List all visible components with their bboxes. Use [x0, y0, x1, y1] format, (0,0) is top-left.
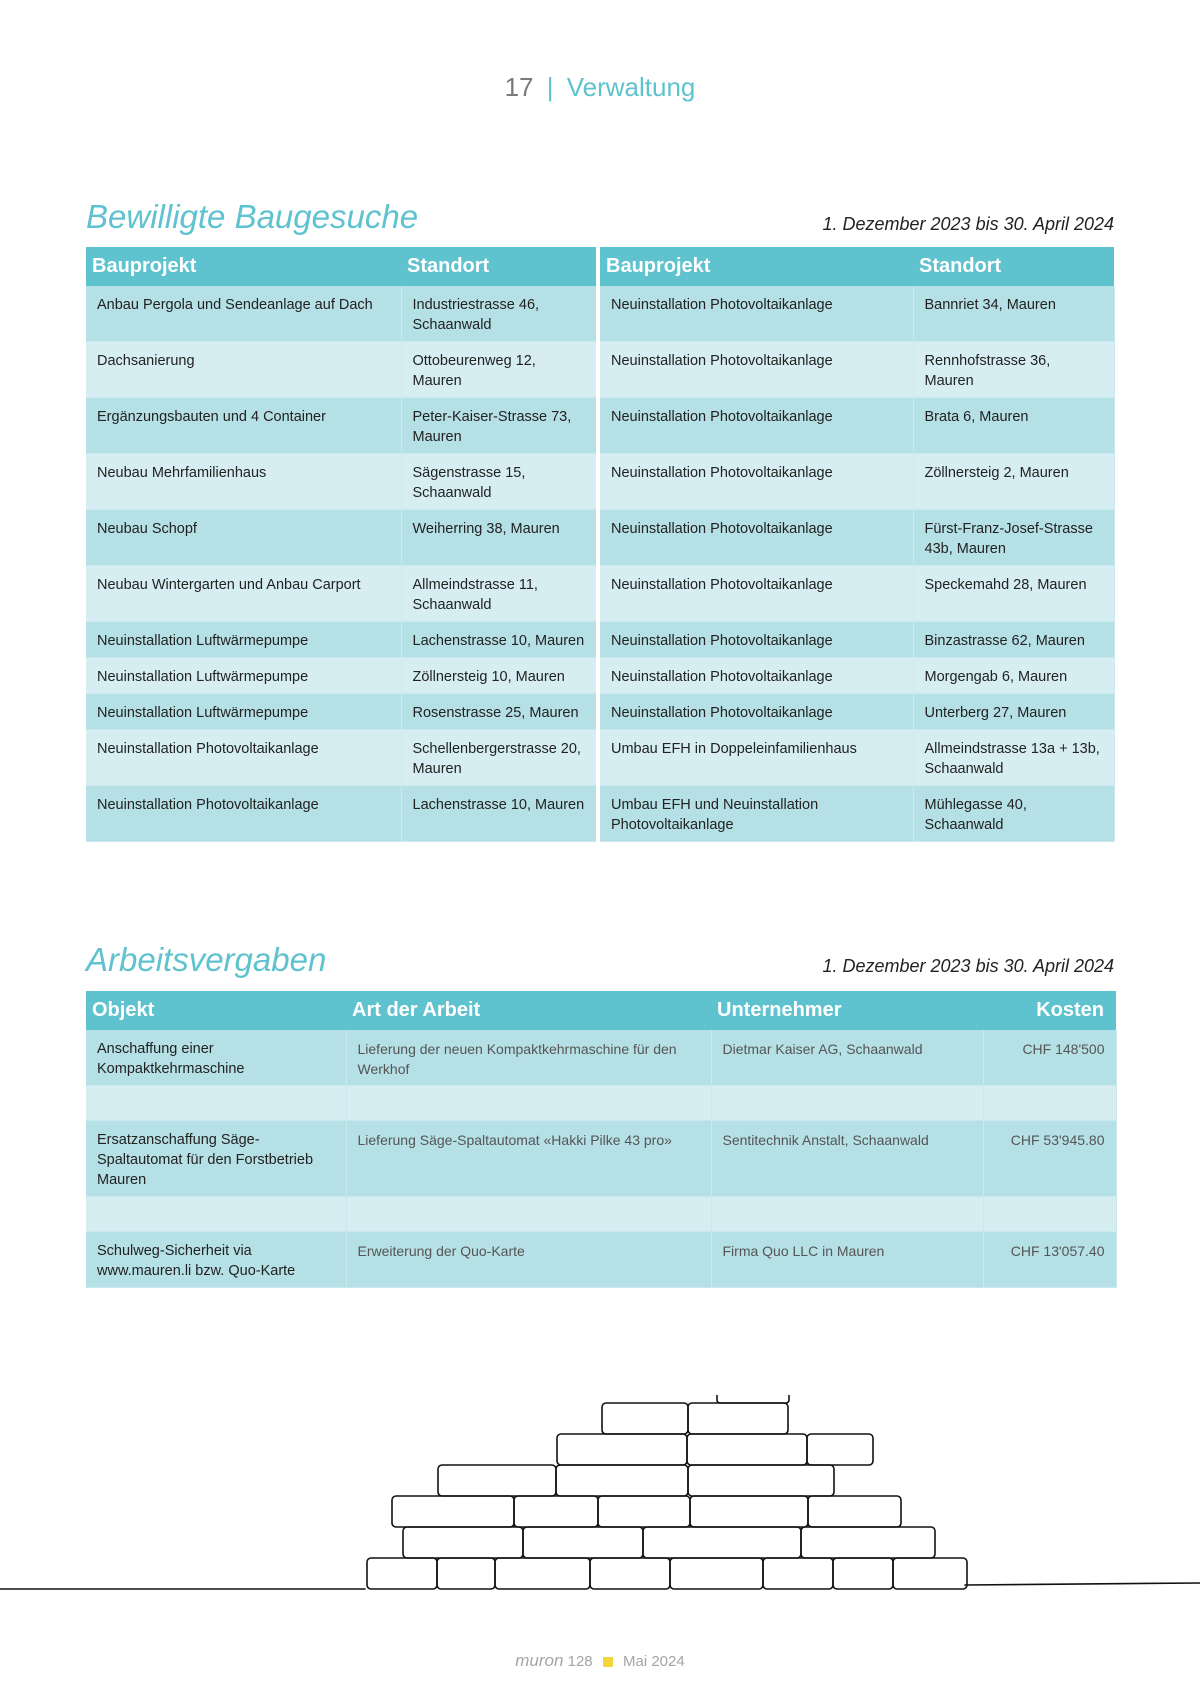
table-row	[86, 1030, 1116, 1086]
cell: Zöllnersteig 10, Mauren	[401, 658, 598, 694]
cell: Dachsanierung	[86, 342, 401, 398]
cell	[983, 1086, 1116, 1121]
cell: Bannriet 34, Mauren	[913, 286, 1114, 342]
cell: Sägenstrasse 15, Schaanwald	[401, 454, 598, 510]
magazine-name: muron	[515, 1651, 564, 1670]
cell: Fürst-Franz-Josef-Strasse 43b, Mauren	[913, 510, 1114, 566]
table-row	[86, 694, 1114, 730]
cell: Lieferung Säge-Spaltautomat «Hakki Pilke 43 pro»	[346, 1121, 711, 1197]
cell: Ergänzungsbauten und 4 Container	[86, 398, 401, 454]
cell: Rennhofstrasse 36, Mauren	[913, 342, 1114, 398]
bau-date-range: 1. Dezember 2023 bis 30. April 2024	[822, 214, 1114, 234]
cell: Neuinstallation Photovoltaikanlage	[598, 398, 913, 454]
cell: Industriestrasse 46, Schaanwald	[401, 286, 598, 342]
arb-title: Arbeitsvergaben	[86, 941, 327, 978]
cell: Neubau Mehrfamilienhaus	[86, 454, 401, 510]
table-row	[86, 1121, 1116, 1197]
cell: Firma Quo LLC in Mauren	[711, 1232, 983, 1288]
cell: Binzastrasse 62, Mauren	[913, 622, 1114, 658]
table-row	[86, 786, 1114, 842]
page-number: 17	[504, 72, 534, 102]
cell: Neubau Schopf	[86, 510, 401, 566]
table-row	[86, 730, 1114, 786]
cell: Neuinstallation Photovoltaikanlage	[598, 622, 913, 658]
cell	[346, 1197, 711, 1232]
table-row	[86, 566, 1114, 622]
page-footer	[0, 1651, 1200, 1671]
cell: Neuinstallation Luftwärmepumpe	[86, 694, 401, 730]
col-bauprojekt-2: Bauprojekt	[598, 247, 913, 286]
cell: Neuinstallation Photovoltaikanlage	[598, 454, 913, 510]
baugesuche-table	[86, 247, 1115, 842]
cell: Sentitechnik Anstalt, Schaanwald	[711, 1121, 983, 1197]
cell: Erweiterung der Quo-Karte	[346, 1232, 711, 1288]
cell: Schulweg-Sicherheit via www.mauren.li bzw. Quo-Karte	[86, 1232, 346, 1288]
cell: Ersatzanschaffung Säge-Spaltautomat für den Forstbetrieb Mauren	[86, 1121, 346, 1197]
table-row	[86, 454, 1114, 510]
col-standort-2: Standort	[913, 247, 1114, 286]
table-row	[86, 398, 1114, 454]
cell: Anbau Pergola und Sendeanlage auf Dach	[86, 286, 401, 342]
ground-line	[0, 1583, 1200, 1589]
cell: Speckemahd 28, Mauren	[913, 566, 1114, 622]
cell: Morgengab 6, Mauren	[913, 658, 1114, 694]
header-separator: |	[546, 72, 554, 102]
table-row	[86, 286, 1114, 342]
col-art-der-arbeit: Art der Arbeit	[346, 991, 711, 1030]
cell: Neubau Wintergarten und Anbau Carport	[86, 566, 401, 622]
yellow-square-icon	[603, 1657, 613, 1667]
cell: Lachenstrasse 10, Mauren	[401, 622, 598, 658]
cell: Neuinstallation Luftwärmepumpe	[86, 622, 401, 658]
cell: Weiherring 38, Mauren	[401, 510, 598, 566]
cell: Neuinstallation Photovoltaikanlage	[598, 286, 913, 342]
empty-row	[86, 1086, 1116, 1121]
cell	[711, 1197, 983, 1232]
cell: Unterberg 27, Mauren	[913, 694, 1114, 730]
cell: Rosenstrasse 25, Mauren	[401, 694, 598, 730]
cell: Peter-Kaiser-Strasse 73, Mauren	[401, 398, 598, 454]
cell	[711, 1086, 983, 1121]
section-title: Verwaltung	[566, 72, 696, 102]
cell: Dietmar Kaiser AG, Schaanwald	[711, 1030, 983, 1086]
empty-row	[86, 1197, 1116, 1232]
cell: Anschaffung einer Kompaktkehrmaschine	[86, 1030, 346, 1086]
table-row	[86, 510, 1114, 566]
table-header-row	[86, 247, 1114, 286]
cell: Neuinstallation Photovoltaikanlage	[86, 786, 401, 842]
table-header-row	[86, 991, 1116, 1030]
bau-title: Bewilligte Baugesuche	[86, 198, 419, 235]
cell: Allmeindstrasse 13a + 13b, Schaanwald	[913, 730, 1114, 786]
table-row	[86, 658, 1114, 694]
cell	[983, 1197, 1116, 1232]
table-row	[86, 622, 1114, 658]
cell: Umbau EFH in Doppeleinfamilienhaus	[598, 730, 913, 786]
table-row	[86, 1232, 1116, 1288]
cell: Brata 6, Mauren	[913, 398, 1114, 454]
cell: Neuinstallation Photovoltaikanlage	[598, 658, 913, 694]
cell: Neuinstallation Photovoltaikanlage	[598, 694, 913, 730]
cell: Neuinstallation Photovoltaikanlage	[86, 730, 401, 786]
table-row	[86, 342, 1114, 398]
issue-date: Mai 2024	[623, 1653, 685, 1670]
cell: Ottobeurenweg 12, Mauren	[401, 342, 598, 398]
cell: CHF 13'057.40	[983, 1232, 1116, 1288]
col-bauprojekt: Bauprojekt	[86, 247, 401, 286]
cell: CHF 148'500	[983, 1030, 1116, 1086]
cell: Mühlegasse 40, Schaanwald	[913, 786, 1114, 842]
cell: Allmeindstrasse 11, Schaanwald	[401, 566, 598, 622]
cell	[346, 1086, 711, 1121]
issue-number: 128	[567, 1653, 593, 1670]
cell	[86, 1086, 346, 1121]
cell: Lachenstrasse 10, Mauren	[401, 786, 598, 842]
col-standort: Standort	[401, 247, 598, 286]
cell: Neuinstallation Photovoltaikanlage	[598, 342, 913, 398]
cell: Neuinstallation Photovoltaikanlage	[598, 510, 913, 566]
cell: Umbau EFH und Neuinstallation Photovoltaikanlage	[598, 786, 913, 842]
cell: Schellenbergerstrasse 20, Mauren	[401, 730, 598, 786]
cell: Neuinstallation Luftwärmepumpe	[86, 658, 401, 694]
cell: Zöllnersteig 2, Mauren	[913, 454, 1114, 510]
col-objekt: Objekt	[86, 991, 346, 1030]
stone-wall-drawing	[0, 1395, 1200, 1595]
col-unternehmer: Unternehmer	[711, 991, 983, 1030]
cell: CHF 53'945.80	[983, 1121, 1116, 1197]
cell: Lieferung der neuen Kompaktkehrmaschine für den Werkhof	[346, 1030, 711, 1086]
cell	[86, 1197, 346, 1232]
arbeitsvergaben-table	[86, 991, 1117, 1288]
arb-date-range: 1. Dezember 2023 bis 30. April 2024	[822, 956, 1114, 976]
cell: Neuinstallation Photovoltaikanlage	[598, 566, 913, 622]
page-header	[0, 72, 1200, 103]
col-kosten: Kosten	[983, 991, 1116, 1030]
